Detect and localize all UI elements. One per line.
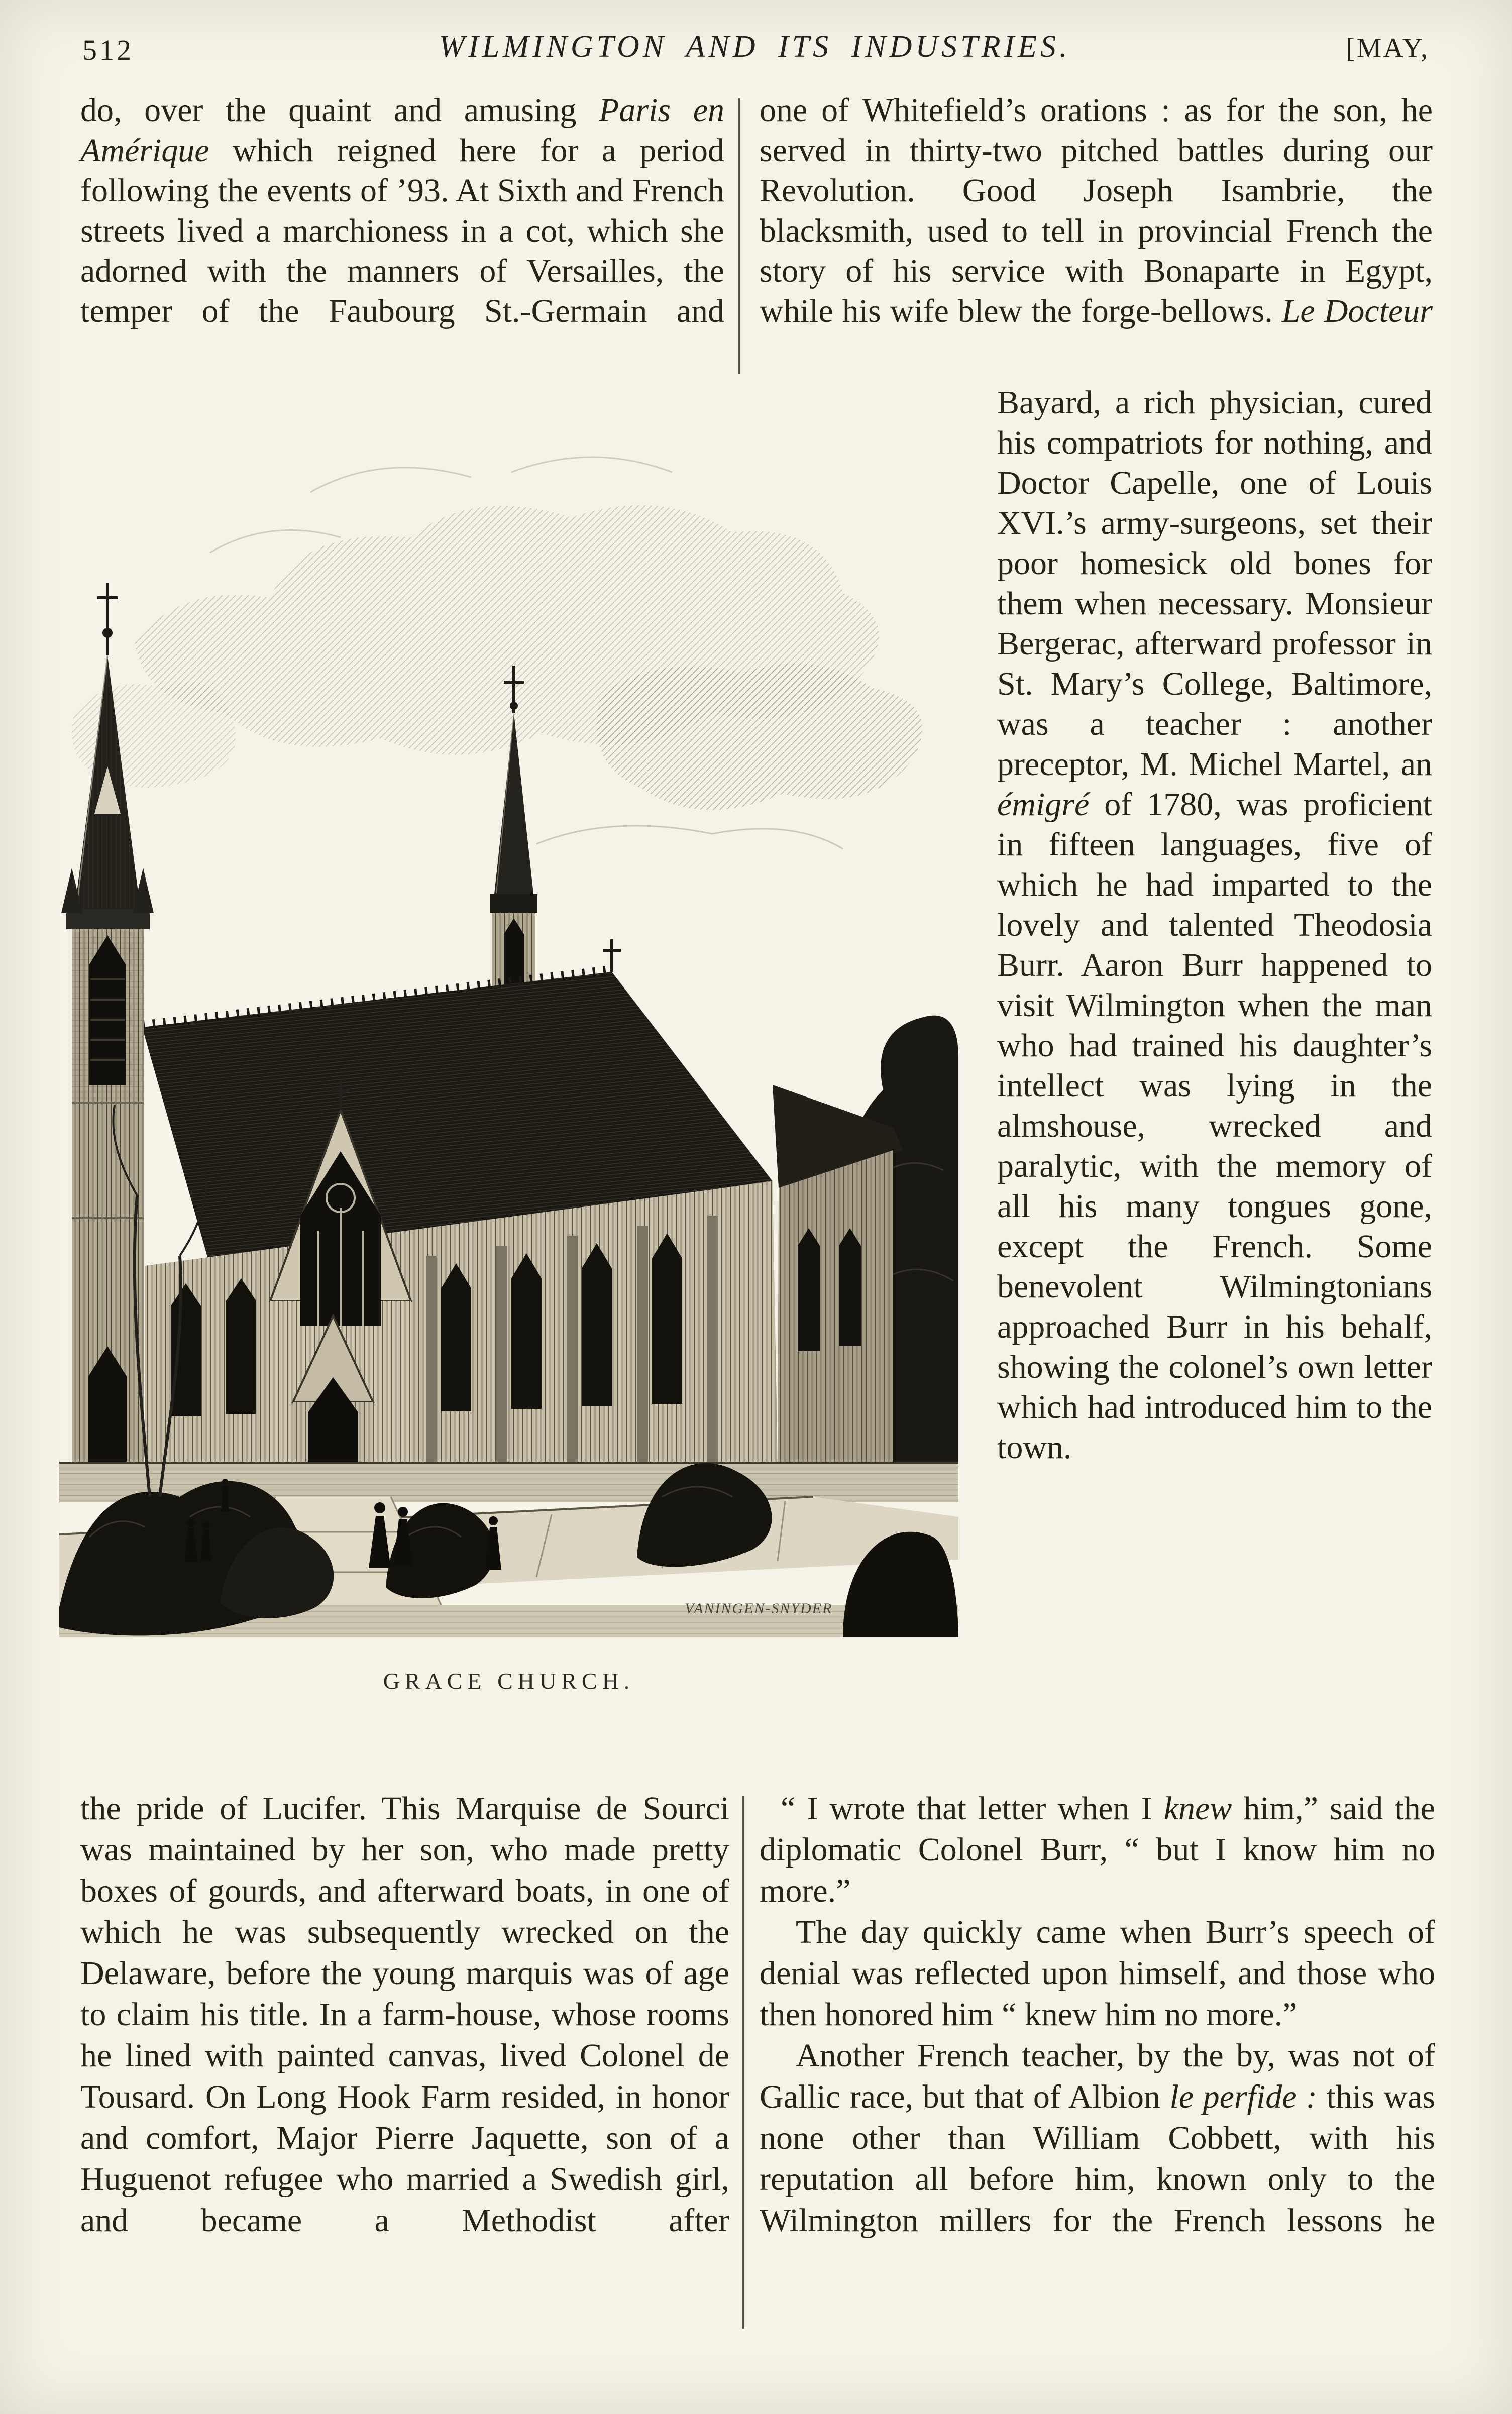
column-divider-bottom bbox=[742, 1796, 744, 2329]
engraving-canvas bbox=[59, 432, 958, 1637]
page-header bbox=[80, 26, 1429, 74]
paragraph-right-narrow: Bayard, a rich physician, cured his compatriots for nothing, and Doctor Capelle, one of Louis XVI.’s army-surgeons, set their poor homesick old bones for them when necessary. Monsieur Bergerac, afterward professor in St. Mary’s College, Baltimore, was a teacher : another preceptor, M. Michel Martel, an émigré of 1780, was proficient in fifteen languages, five of which he had imparted to the lovely and talented Theodosia Burr. Aaron Burr happened to visit Wilmington when the man who had trained his daughter’s intellect was lying in the almshouse, wrecked and paralytic, with the memory of all his many tongues gone, except the French. Some benevolent Wilmingtonians approached Burr in his behalf, showing the colonel’s own letter which had introduced him to the town. bbox=[997, 384, 1432, 1466]
paragraph-cobbett: Another French teacher, by the by, was not of Gallic race, but that of Albion le perfide : this was none other than William Cobbett, with his reputation all before him, known only to the Wilmington millers for the French lessons he bbox=[760, 2037, 1435, 2239]
paragraph-left-bottom: the pride of Lucifer. This Marquise de Sourci was maintained by her son, who made pretty boxes of gourds, and afterward boats, in one of which he was subsequently wrecked on the Delaware, before the young marquis was of age to claim his title. In a farm-house, whose rooms he lined with painted canvas, lived Colonel de Tousard. On Long Hook Farm resided, in honor and comfort, Major Pierre Jaquette, son of a Huguenot refugee who married a Swedish girl, and became a Methodist after bbox=[80, 1790, 729, 2239]
paragraph-burr-denial: The day quickly came when Burr’s speech of denial was reflected upon himself, and those who then honored him “ knew him no more.” bbox=[760, 1914, 1435, 2033]
page-number: 512 bbox=[82, 34, 134, 66]
engraver-signature: VANINGEN-SNYDER bbox=[685, 1600, 833, 1617]
paragraph-left-top: do, over the quaint and amusing Paris en Amérique which reigned here for a period following the events of ’93. At Sixth and French streets lived a marchioness in a cot, which she adorned with the manners of Versailles, the temper of the Faubourg St.-Germain and bbox=[80, 92, 724, 330]
chancel-block bbox=[773, 1085, 903, 1467]
illustration-caption: GRACE CHURCH. bbox=[383, 1668, 635, 1694]
sky-clouds bbox=[72, 457, 922, 849]
running-title: WILMINGTON AND ITS INDUSTRIES. bbox=[439, 30, 1071, 64]
right-bottom-column bbox=[760, 1788, 1435, 2241]
column-divider-top bbox=[738, 98, 740, 374]
paragraph-right-top: one of Whitefield’s orations : as for the son, he served in thirty-two pitched battles during our Revolution. Good Joseph Isambrie, the blacksmith, used to tell in provincial French the story of his service with Bonaparte in Egypt, while his wife blew the forge-bellows. Le Docteur bbox=[760, 92, 1433, 330]
paragraph-burr-quote: “ I wrote that letter when I knew him,” said the diplomatic Colonel Burr, “ but I know him no more.” bbox=[760, 1790, 1435, 1909]
issue-date: [MAY, bbox=[1346, 33, 1429, 64]
grace-church-engraving bbox=[59, 432, 958, 1637]
